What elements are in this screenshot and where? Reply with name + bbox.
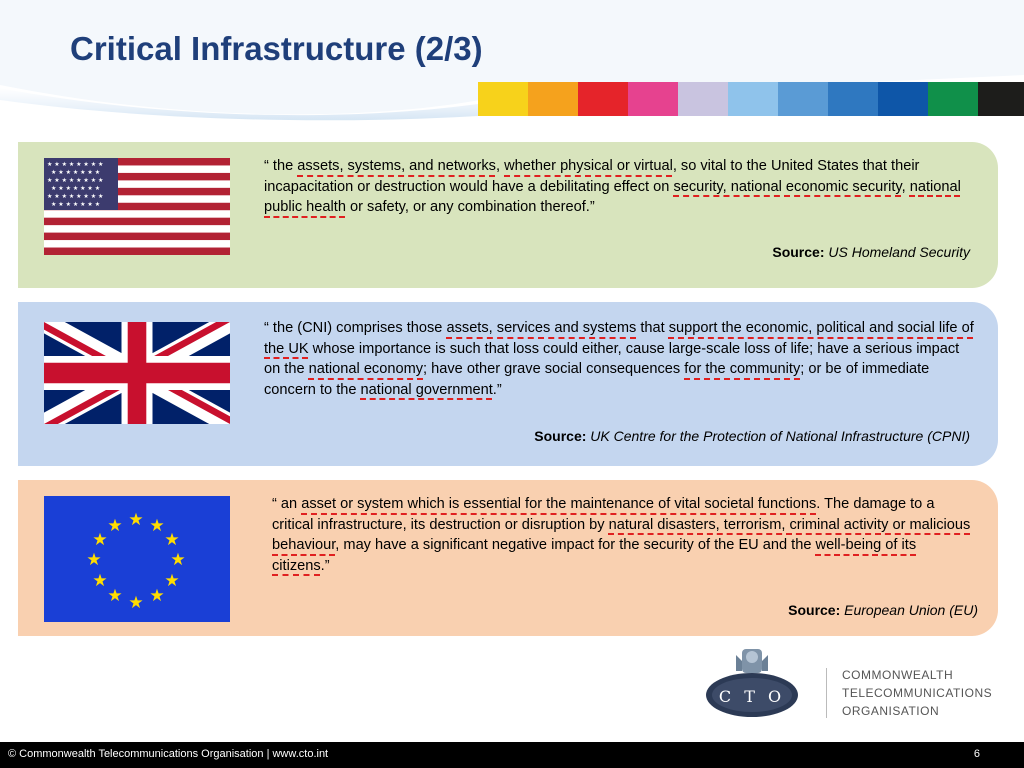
stripe — [528, 82, 578, 116]
stripe — [828, 82, 878, 116]
uk-flag-icon — [44, 322, 230, 424]
stripe — [978, 82, 1024, 116]
eu-definition-quote: “ an asset or system which is essential for the maintenance of vital societal functions. The damage to a critical infrastructure, its destruction or disruption by natural disasters, terrorism, criminal activity or malicious behaviour, may have a significant negative impact for the security of the EU and the well-being of its citizens.” — [272, 496, 971, 574]
us-source: Source: US Homeland Security — [772, 244, 970, 260]
footer-copyright: © Commonwealth Telecommunications Organisation | www.cto.int — [8, 748, 329, 760]
eu-source: Source: European Union (EU) — [788, 602, 978, 618]
stripe — [478, 82, 528, 116]
svg-text:★: ★ — [107, 586, 123, 606]
svg-text:★: ★ — [164, 571, 180, 591]
stripe — [628, 82, 678, 116]
svg-text:★: ★ — [92, 530, 108, 550]
stripe — [578, 82, 628, 116]
key-phrase: national government — [360, 381, 493, 398]
uk-definition-quote: “ the (CNI) comprises those assets, services and systems that support the economic, political and social life of the UK whose importance is such that loss could either, cause large-scale loss of life; have a serious impact on the national economy; have other grave social consequences for the community; or be of immediate concern to the national government.” — [264, 320, 974, 398]
stripe — [728, 82, 778, 116]
key-phrase: for the community — [684, 361, 801, 377]
svg-text:★ ★ ★ ★ ★ ★ ★: ★ ★ ★ ★ ★ ★ ★ — [51, 169, 101, 176]
key-phrase: natural disasters, terrorism, criminal activity or malicious behaviour — [272, 516, 971, 553]
org-name: COMMONWEALTH TELECOMMUNICATIONS ORGANISATION — [842, 668, 993, 718]
key-phrase: security, national economic security — [673, 178, 902, 195]
key-phrase: well-being of its citizens — [272, 537, 917, 574]
svg-text:★ ★ ★ ★ ★ ★ ★ ★: ★ ★ ★ ★ ★ ★ ★ ★ — [47, 161, 104, 168]
us-definition-panel — [18, 142, 998, 288]
svg-text:★: ★ — [149, 586, 165, 606]
svg-text:★: ★ — [128, 510, 144, 530]
key-phrase: national economy — [308, 361, 424, 377]
svg-text:★: ★ — [170, 550, 186, 570]
key-phrase: whether physical or virtual — [504, 158, 673, 174]
stripe — [678, 82, 728, 116]
svg-text:★: ★ — [86, 550, 102, 570]
logo-letters: C T O — [718, 687, 786, 706]
stripe — [878, 82, 928, 116]
stripe — [928, 82, 978, 116]
crest-icon — [736, 649, 768, 673]
page-title: Critical Infrastructure (2/3) — [70, 30, 483, 67]
page-number: 6 — [973, 748, 980, 760]
eu-definition-panel — [18, 480, 998, 636]
stripe — [778, 82, 828, 116]
key-phrase: support the economic, political and social life of the UK — [264, 320, 974, 357]
svg-text:★: ★ — [92, 571, 108, 591]
key-phrase: assets, systems, and networks — [297, 158, 496, 174]
svg-text:★ ★ ★ ★ ★ ★ ★ ★: ★ ★ ★ ★ ★ ★ ★ ★ — [47, 177, 104, 184]
logo-separator — [826, 668, 827, 718]
eu-flag-icon — [44, 496, 230, 622]
svg-text:★: ★ — [128, 593, 144, 613]
svg-text:★ ★ ★ ★ ★ ★ ★: ★ ★ ★ ★ ★ ★ ★ — [51, 185, 101, 192]
key-phrase: assets, services and systems — [446, 320, 637, 336]
svg-text:★ ★ ★ ★ ★ ★ ★: ★ ★ ★ ★ ★ ★ ★ — [51, 201, 101, 208]
key-phrase: national public health — [264, 178, 961, 215]
color-stripe-bar — [478, 82, 1024, 116]
key-phrase: asset or system which is essential for the maintenance of vital societal functions — [301, 496, 817, 512]
svg-text:★: ★ — [107, 516, 123, 536]
uk-source: Source: UK Centre for the Protection of National Infrastructure (CPNI) — [534, 428, 970, 444]
uk-definition-panel — [18, 302, 998, 466]
svg-text:★: ★ — [149, 516, 165, 536]
us-flag-icon — [44, 158, 230, 255]
us-definition-quote: “ the assets, systems, and networks, whether physical or virtual, so vital to the United States that their incapacitation or destruction would have a debilitating effect on security, national economic security, national public health or safety, or any combination thereof.” — [264, 158, 961, 215]
svg-text:★ ★ ★ ★ ★ ★ ★ ★: ★ ★ ★ ★ ★ ★ ★ ★ — [47, 193, 104, 200]
footer-bar — [0, 742, 1024, 768]
svg-text:★: ★ — [164, 530, 180, 550]
